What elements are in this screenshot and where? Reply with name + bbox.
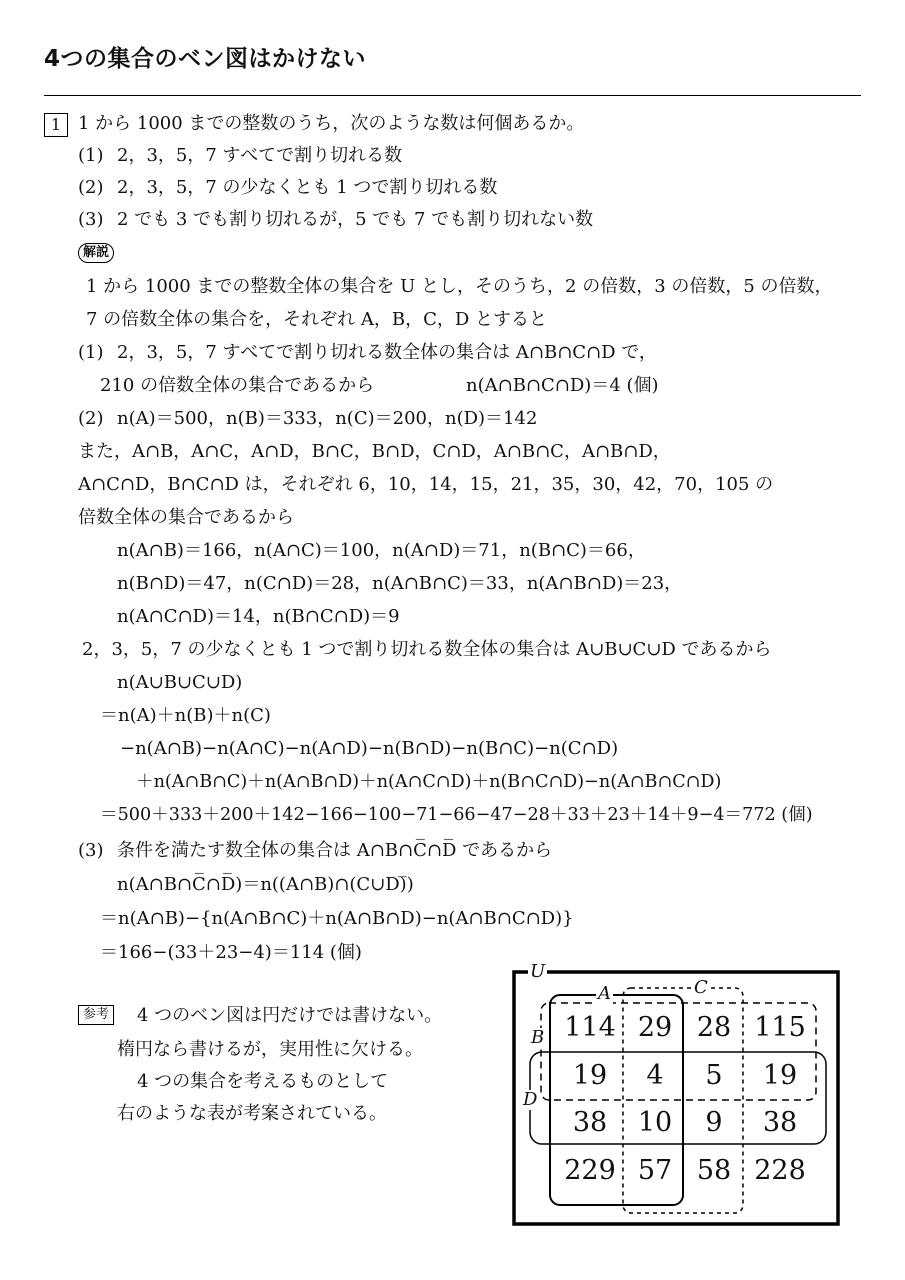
reference-badge: 参考	[78, 1005, 114, 1025]
part2-intersections-2: n(B∩D)＝47，n(C∩D)＝28，n(A∩B∩C)＝33，n(A∩B∩D)＝23，	[117, 573, 683, 594]
table-cell: 29	[637, 1012, 673, 1043]
set-a-label: A	[598, 983, 611, 1004]
part1-line2: 210 の倍数全体の集合であるから	[100, 375, 375, 396]
question-item-3: 2 でも 3 でも割り切れるが，5 でも 7 でも割り切れない数	[117, 209, 594, 230]
question-item-2: 2，3，5，7 の少なくとも 1 つで割り切れる数	[117, 177, 498, 198]
table-cell: 4	[646, 1060, 664, 1091]
set-b-label: B	[531, 1027, 545, 1048]
part3-equation-1: n(A∩B∩C̅∩D̅)＝n((A∩B)∩(C∪D)̅)	[117, 874, 414, 895]
table-cell: 9	[705, 1107, 723, 1138]
part1-line1: 2，3，5，7 すべてで割り切れる数全体の集合は A∩B∩C∩D で，	[117, 342, 657, 363]
question-stem: 1 から 1000 までの整数のうち，次のような数は何個あるか。	[78, 113, 585, 134]
solution-intro-1: 1 から 1000 までの整数全体の集合を U とし，そのうち，2 の倍数，3 の倍数，5 の倍数，	[86, 276, 833, 297]
part2-equation-5: ＝500＋333＋200＋142−166−100−71−66−47−28＋33＋23＋14＋9−4＝772 (個)	[100, 805, 813, 825]
question-item-1: 2，3，5，7 すべてで割り切れる数	[117, 145, 403, 166]
set-d-label: D	[523, 1089, 538, 1110]
solution-intro-2: 7 の倍数全体の集合を，それぞれ A，B，C，D とすると	[86, 309, 548, 330]
table-cell: 57	[637, 1155, 673, 1186]
question-item-1-label: (1)	[78, 145, 104, 166]
question-number: 1	[44, 113, 68, 137]
set-c-label: C	[694, 977, 708, 998]
table-cell: 114	[564, 1012, 616, 1043]
part2-label: (2)	[78, 408, 104, 429]
part1-label: (1)	[78, 342, 104, 363]
part2-equation-4: ＋n(A∩B∩C)＋n(A∩B∩D)＋n(A∩C∩D)＋n(B∩C∩D)−n(A∩B∩C∩D)	[136, 772, 722, 792]
table-cell: 38	[572, 1107, 608, 1138]
table-cell: 19	[572, 1060, 608, 1091]
part2-equation-1: n(A∪B∪C∪D)	[117, 672, 243, 693]
part2-union-intro: 2，3，5，7 の少なくとも 1 つで割り切れる数全体の集合は A∪B∪C∪D であるから	[82, 639, 772, 660]
title-divider	[44, 95, 861, 96]
part2-also-2: A∩C∩D，B∩C∩D は，それぞれ 6，10，14，15，21，35，30，42，70，105 の	[78, 474, 774, 495]
table-cell: 229	[564, 1155, 616, 1186]
part2-also-3: 倍数全体の集合であるから	[78, 507, 294, 528]
universe-label: U	[530, 961, 546, 982]
reference-line-3: 4 つの集合を考えるものとして	[137, 1071, 389, 1092]
solution-badge: 解説	[78, 243, 114, 263]
table-cell: 28	[696, 1012, 732, 1043]
question-item-2-label: (2)	[78, 177, 104, 198]
part2-also-1: また，A∩B，A∩C，A∩D，B∩C，B∩D，C∩D，A∩B∩C，A∩B∩D，	[78, 441, 671, 462]
part2-counts: n(A)＝500，n(B)＝333，n(C)＝200，n(D)＝142	[117, 408, 538, 429]
reference-line-2: 楕円なら書けるが，実用性に欠ける。	[117, 1039, 423, 1060]
part2-intersections-3: n(A∩C∩D)＝14，n(B∩C∩D)＝9	[117, 606, 400, 627]
reference-line-1: 4 つのベン図は円だけでは書けない。	[137, 1005, 443, 1026]
table-cell: 228	[754, 1155, 806, 1186]
table-cell: 5	[705, 1060, 723, 1091]
part3-equation-2: ＝n(A∩B)−{n(A∩B∩C)＋n(A∩B∩D)−n(A∩B∩C∩D)}	[100, 908, 574, 929]
part1-result: n(A∩B∩C∩D)＝4 (個)	[466, 375, 659, 396]
part3-intro: 条件を満たす数全体の集合は A∩B∩C̅∩D̅ であるから	[117, 840, 553, 861]
page-title: 4つの集合のベン図はかけない	[44, 46, 367, 72]
question-item-3-label: (3)	[78, 209, 104, 230]
part3-equation-3: ＝166−(33＋23−4)＝114 (個)	[100, 942, 362, 963]
table-cell: 38	[762, 1107, 798, 1138]
table-cell: 115	[754, 1012, 806, 1043]
table-cell: 19	[762, 1060, 798, 1091]
part2-intersections-1: n(A∩B)＝166，n(A∩C)＝100，n(A∩D)＝71，n(B∩C)＝66，	[117, 540, 646, 561]
part3-label: (3)	[78, 840, 104, 861]
reference-line-4: 右のような表が考案されている。	[117, 1103, 387, 1124]
table-cell: 10	[637, 1107, 673, 1138]
table-cell: 58	[696, 1155, 732, 1186]
part2-equation-2: ＝n(A)＋n(B)＋n(C)	[100, 705, 271, 726]
part2-equation-3: −n(A∩B)−n(A∩C)−n(A∩D)−n(B∩D)−n(B∩C)−n(C∩D)	[120, 738, 619, 759]
